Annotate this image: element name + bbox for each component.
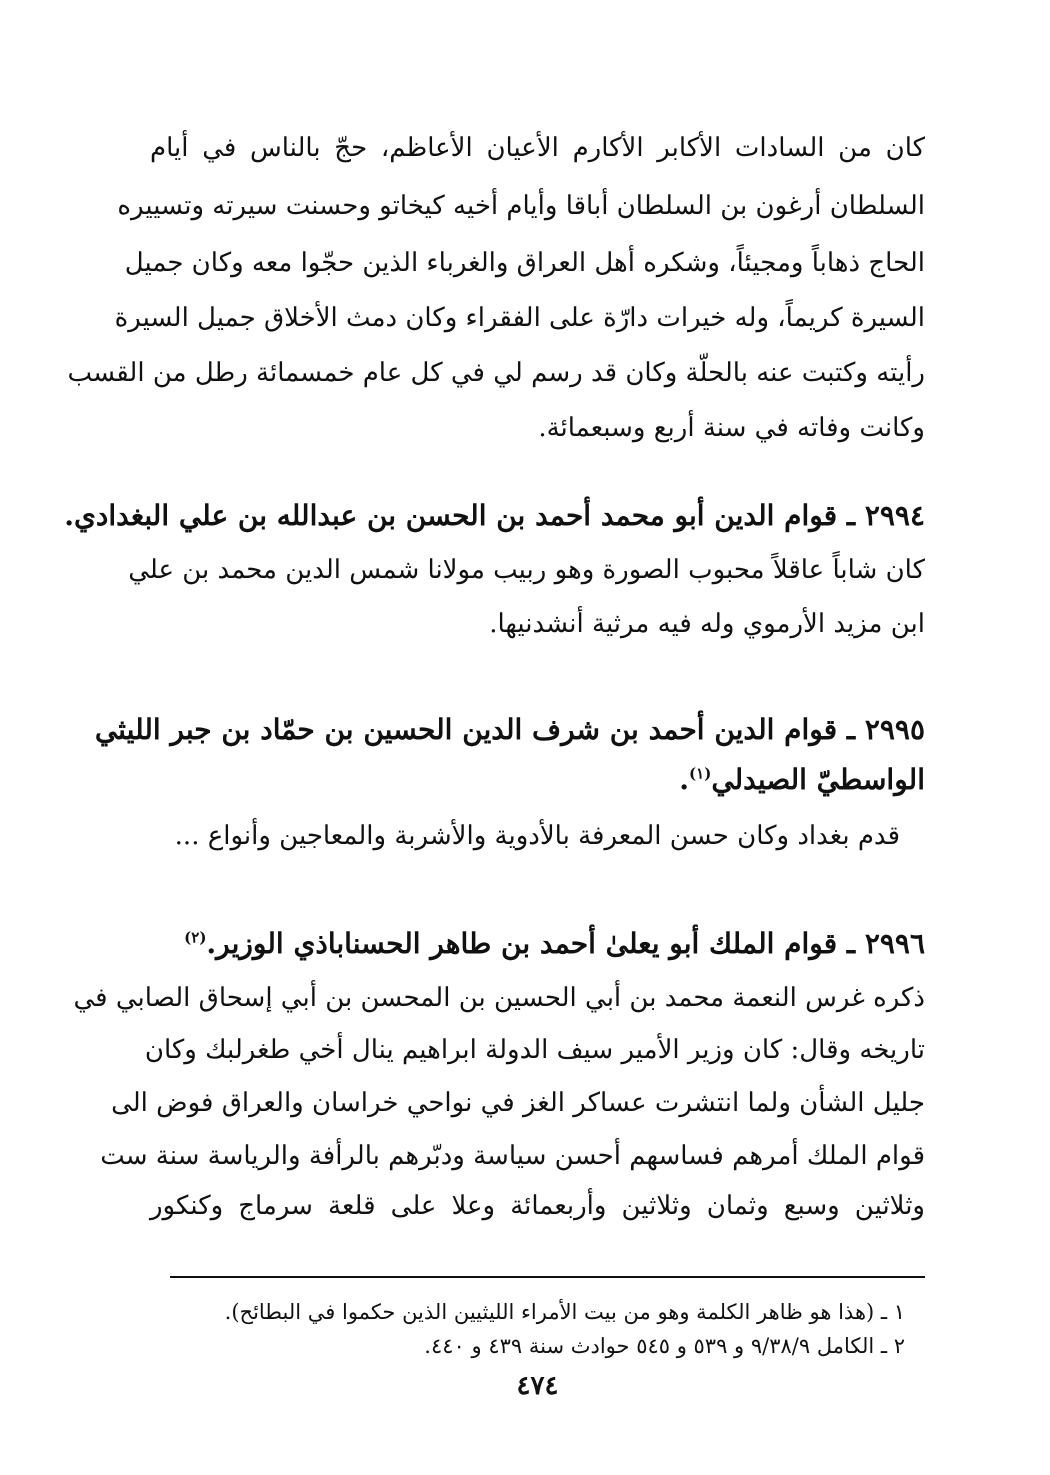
text-line: ابن مزيد الأرموي وله فيه مرثية أنشدنيها. bbox=[489, 609, 925, 639]
text-line: قوام الملك أمرهم فساسهم أحسن سياسة ودبّرهم بالرأفة والرياسة سنة ست bbox=[100, 1141, 925, 1171]
entry-heading-2996 bbox=[150, 924, 925, 964]
text-line: تاريخه وقال: كان وزير الأمير سيف الدولة ابراهيم ينال أخي طغرلبك وكان bbox=[144, 1035, 925, 1065]
text-line: السيرة كريماً، وله خيرات دارّة على الفقراء وكان دمث الأخلاق جميل السيرة bbox=[114, 303, 925, 333]
footnote-1: ١ ـ (هذا هو ظاهر الكلمة وهو من بيت الأمراء الليثيين الذين حكموا في البطائح). bbox=[224, 1300, 905, 1324]
footnote-separator bbox=[170, 1276, 925, 1278]
text-line: رأيته وكتبت عنه بالحلّة وكان قد رسم لي في كل عام خمسمائة رطل من القسب bbox=[67, 358, 925, 388]
text-line: وكانت وفاته في سنة أربع وسبعمائة. bbox=[538, 413, 925, 443]
text-line: ذكره غرس النعمة محمد بن أبي الحسين بن المحسن بن أبي إسحاق الصابي في bbox=[73, 983, 925, 1013]
entry-heading-2994: ٢٩٩٤ ـ قوام الدين أبو محمد أحمد بن الحسن بن عبدالله بن علي البغدادي. bbox=[64, 499, 925, 532]
entry-heading-2995-cont bbox=[150, 760, 925, 800]
text-line: كان شاباً عاقلاً محبوب الصورة وهو ربيب مولانا شمس الدين محمد بن علي bbox=[128, 555, 925, 585]
footnote-ref: (١) bbox=[689, 764, 712, 783]
text-line: الحاج ذهاباً ومجيئاً، وشكره أهل العراق والغرباء الذين حجّوا معه وكان جميل bbox=[124, 248, 925, 278]
text-line: السلطان أرغون بن السلطان أباقا وأيام أخيه كيخاتو وحسنت سيرته وتسييره bbox=[117, 191, 925, 221]
heading-text: الواسطيّ الصيدلي bbox=[711, 763, 925, 796]
text-line: كان من السادات الأكابر الأكارم الأعيان الأعاظم، حجّ بالناس في أيام bbox=[150, 133, 925, 163]
heading-text: ٢٩٩٦ ـ قوام الملك أبو يعلىٰ أحمد بن طاهر الحسناباذي الوزير. bbox=[206, 927, 925, 960]
entry-heading-2995: ٢٩٩٥ ـ قوام الدين أحمد بن شرف الدين الحسين بن حمّاد بن جبر الليثي bbox=[94, 713, 925, 746]
footnote-ref: (٢) bbox=[184, 928, 207, 947]
text-line: جليل الشأن ولما انتشرت عساكر الغز في نواحي خراسان والعراق فوض الى bbox=[111, 1088, 925, 1118]
page-number: ٤٧٤ bbox=[516, 1371, 559, 1401]
book-page bbox=[64, 118, 925, 1418]
footnote-2: ٢ ـ الكامل ٩/٣٨/٩ و ٥٣٩ و ٥٤٥ حوادث سنة ٤٣٩ و ٤٤٠. bbox=[424, 1334, 905, 1358]
heading-end: . bbox=[679, 763, 690, 796]
text-line: قدم بغداد وكان حسن المعرفة بالأدوية والأشربة والمعاجين وأنواع ... bbox=[174, 821, 900, 851]
text-line: وثلاثين وسبع وثمان وثلاثين وأربعمائة وعلا على قلعة سرماج وكنكور bbox=[150, 1191, 925, 1221]
